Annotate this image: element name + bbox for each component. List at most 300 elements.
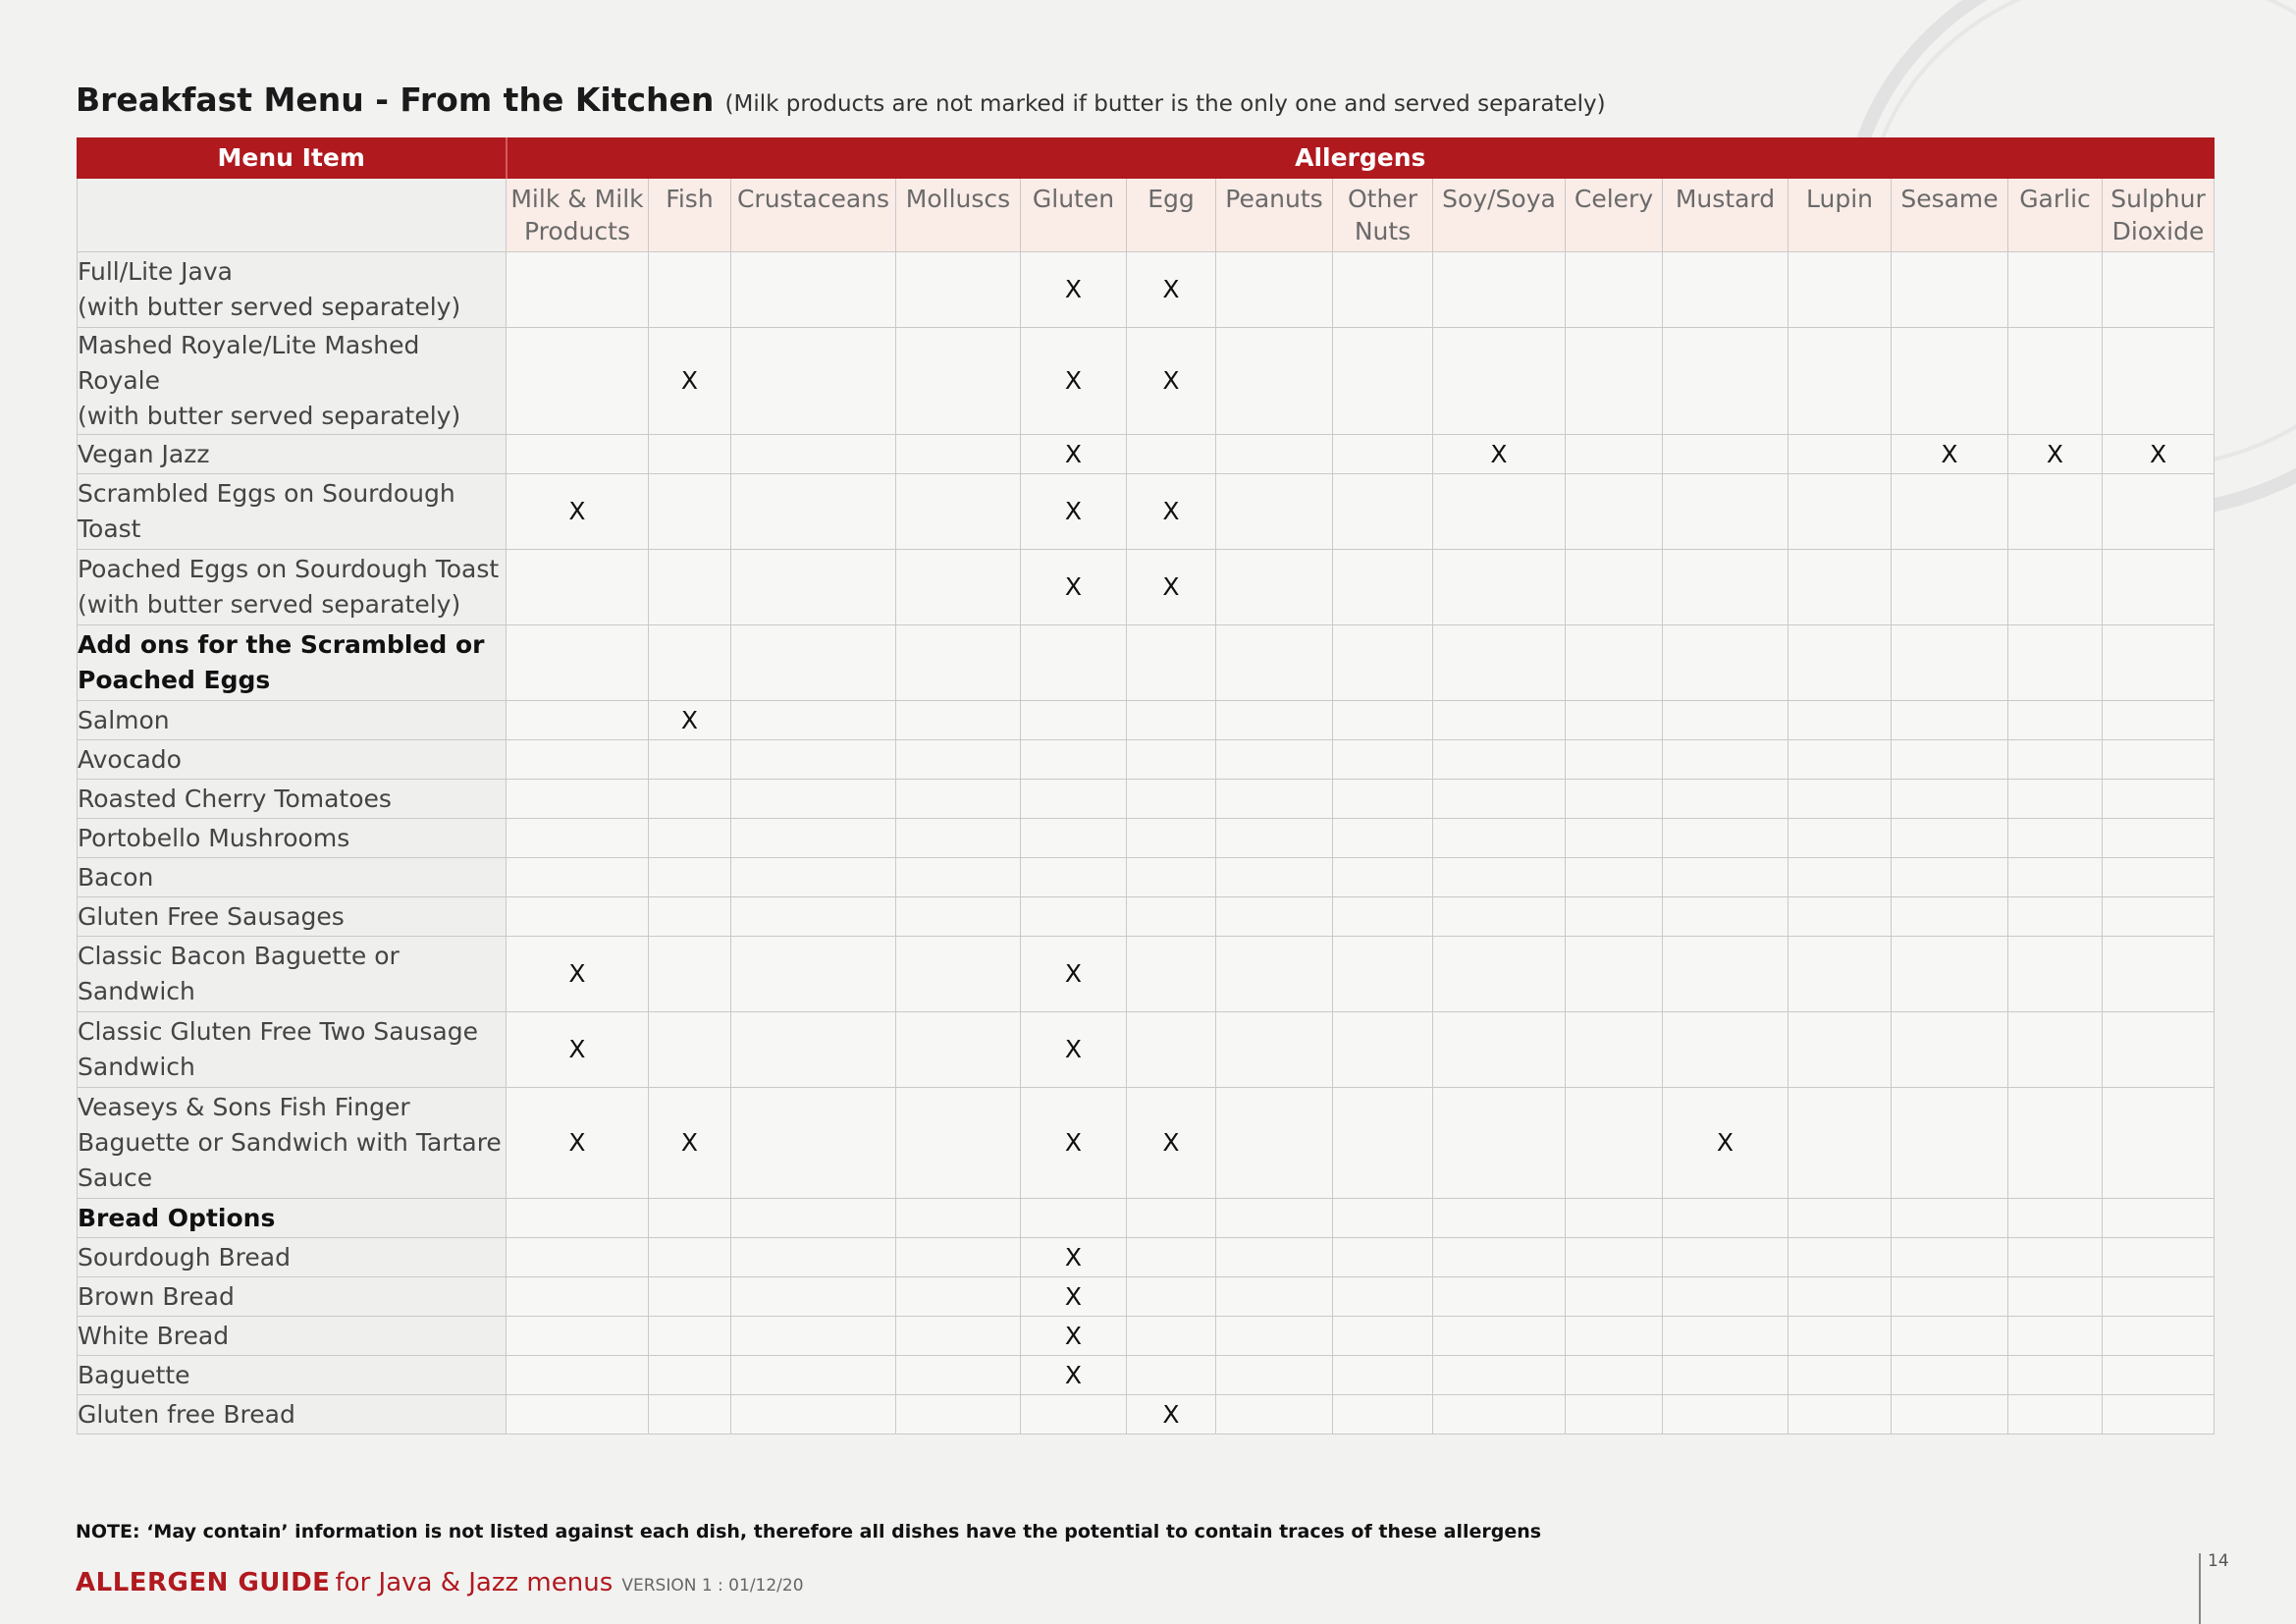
page-divider-line [2199, 1553, 2201, 1624]
allergen-mark-cell: X [1127, 550, 1216, 625]
allergen-mark-cell [2008, 474, 2103, 550]
disclaimer-note: NOTE: ‘May contain’ information is not listed against each dish, therefore all dishes have the potential to contain traces of these allergens [76, 1521, 1542, 1543]
allergen-mark-cell [731, 1199, 896, 1238]
allergen-mark-cell [1021, 819, 1127, 858]
table-row [78, 858, 2215, 897]
allergen-mark-cell [1892, 1395, 2008, 1435]
allergen-mark-cell [1566, 550, 1663, 625]
allergen-mark-cell: X [507, 1088, 649, 1199]
allergen-mark-cell [1663, 1012, 1789, 1088]
table-row [78, 328, 2215, 435]
allergen-mark-cell [2103, 1277, 2215, 1317]
allergen-mark-cell [1663, 550, 1789, 625]
allergen-mark-cell [1216, 252, 1333, 328]
allergen-mark-cell [1789, 701, 1892, 740]
allergen-mark-cell [2008, 1238, 2103, 1277]
allergen-header-1: Fish [649, 179, 731, 252]
allergen-mark-cell [649, 550, 731, 625]
allergen-mark-cell [1216, 740, 1333, 780]
page-title [76, 81, 1606, 119]
menu-item-name: Full/Lite Java (with butter served separately) [78, 252, 507, 328]
allergen-mark-cell [1433, 550, 1566, 625]
table-row [78, 701, 2215, 740]
allergen-mark-cell [1333, 740, 1433, 780]
allergen-mark-cell [896, 1395, 1021, 1435]
menu-item-name: Scrambled Eggs on Sourdough Toast [78, 474, 507, 550]
allergen-mark-cell [2008, 328, 2103, 435]
allergen-mark-cell [731, 1012, 896, 1088]
allergen-mark-cell [649, 625, 731, 701]
allergen-header-4: Gluten [1021, 179, 1127, 252]
title-subtitle: (Milk products are not marked if butter is the only one and served separately) [724, 91, 1606, 117]
allergen-mark-cell [1789, 1277, 1892, 1317]
allergen-mark-cell [1021, 625, 1127, 701]
allergen-mark-cell [1566, 328, 1663, 435]
allergen-mark-cell [1216, 474, 1333, 550]
menu-item-name: Baguette [78, 1356, 507, 1395]
allergen-mark-cell [2103, 474, 2215, 550]
allergen-mark-cell [1789, 550, 1892, 625]
allergen-mark-cell [1433, 937, 1566, 1012]
menu-item-name: Poached Eggs on Sourdough Toast (with butter served separately) [78, 550, 507, 625]
allergen-mark-cell [731, 1356, 896, 1395]
allergen-mark-cell [1892, 819, 2008, 858]
table-row [78, 937, 2215, 1012]
allergen-mark-cell [1789, 780, 1892, 819]
allergen-mark-cell [1663, 1356, 1789, 1395]
allergen-mark-cell [1892, 625, 2008, 701]
allergen-mark-cell [1433, 780, 1566, 819]
allergen-mark-cell [1789, 1317, 1892, 1356]
allergen-mark-cell [1892, 1277, 2008, 1317]
allergen-mark-cell [1663, 897, 1789, 937]
allergen-mark-cell [2103, 625, 2215, 701]
allergen-mark-cell [2008, 1199, 2103, 1238]
allergen-mark-cell [1127, 701, 1216, 740]
allergen-mark-cell [2103, 252, 2215, 328]
allergen-header-8: Soy/Soya [1433, 179, 1566, 252]
allergen-mark-cell [731, 897, 896, 937]
allergen-mark-cell: X [1021, 937, 1127, 1012]
allergen-mark-cell [1333, 701, 1433, 740]
allergen-mark-cell [1789, 897, 1892, 937]
allergen-mark-cell [2008, 780, 2103, 819]
allergen-mark-cell [896, 1199, 1021, 1238]
allergen-mark-cell [1333, 550, 1433, 625]
allergen-header-13: Garlic [2008, 179, 2103, 252]
allergen-header-row [78, 179, 2215, 252]
allergen-mark-cell [1216, 435, 1333, 474]
allergen-mark-cell [1021, 1199, 1127, 1238]
allergen-mark-cell [1216, 937, 1333, 1012]
allergen-mark-cell [896, 1317, 1021, 1356]
allergen-mark-cell [1216, 625, 1333, 701]
allergen-mark-cell [507, 740, 649, 780]
allergen-mark-cell [1663, 858, 1789, 897]
allergen-mark-cell [1566, 701, 1663, 740]
allergen-mark-cell [896, 1012, 1021, 1088]
table-row [78, 474, 2215, 550]
allergen-mark-cell [1433, 897, 1566, 937]
allergen-mark-cell [1566, 780, 1663, 819]
table-row [78, 1317, 2215, 1356]
allergen-mark-cell: X [2008, 435, 2103, 474]
allergen-mark-cell [1566, 474, 1663, 550]
allergen-mark-cell [507, 435, 649, 474]
allergen-mark-cell [1127, 1238, 1216, 1277]
allergen-mark-cell [1789, 474, 1892, 550]
allergen-header-5: Egg [1127, 179, 1216, 252]
menu-item-name: Bacon [78, 858, 507, 897]
allergen-mark-cell [2103, 858, 2215, 897]
allergen-mark-cell [896, 740, 1021, 780]
allergen-mark-cell [2103, 780, 2215, 819]
allergen-mark-cell [1663, 252, 1789, 328]
allergen-mark-cell [1892, 1088, 2008, 1199]
table-row [78, 1012, 2215, 1088]
allergen-mark-cell [896, 1356, 1021, 1395]
allergen-mark-cell [1433, 1395, 1566, 1435]
allergen-mark-cell [1333, 819, 1433, 858]
allergen-mark-cell [1127, 435, 1216, 474]
allergen-mark-cell [1566, 858, 1663, 897]
allergen-mark-cell [1021, 780, 1127, 819]
allergen-mark-cell [1127, 1199, 1216, 1238]
footer [76, 1568, 804, 1597]
allergen-mark-cell [1333, 897, 1433, 937]
allergen-mark-cell [1216, 1356, 1333, 1395]
allergen-mark-cell [1566, 1238, 1663, 1277]
allergen-mark-cell [507, 819, 649, 858]
allergen-mark-cell [1216, 819, 1333, 858]
allergen-mark-cell [2008, 858, 2103, 897]
allergen-mark-cell [1789, 1395, 1892, 1435]
allergen-mark-cell [1333, 1012, 1433, 1088]
allergen-mark-cell [1663, 819, 1789, 858]
allergen-mark-cell [649, 1356, 731, 1395]
allergen-mark-cell [1789, 858, 1892, 897]
allergen-mark-cell [2103, 1199, 2215, 1238]
allergen-mark-cell [1892, 1238, 2008, 1277]
allergen-mark-cell [731, 1395, 896, 1435]
allergen-mark-cell [1789, 625, 1892, 701]
allergen-mark-cell: X [507, 937, 649, 1012]
allergen-mark-cell [1333, 328, 1433, 435]
allergen-mark-cell: X [1021, 1317, 1127, 1356]
allergen-mark-cell [731, 474, 896, 550]
menu-item-name: Avocado [78, 740, 507, 780]
allergen-mark-cell [896, 435, 1021, 474]
table-row [78, 1238, 2215, 1277]
allergen-mark-cell [731, 819, 896, 858]
allergen-mark-cell [731, 858, 896, 897]
allergen-mark-cell [1892, 740, 2008, 780]
allergen-mark-cell [1892, 937, 2008, 1012]
allergen-mark-cell [731, 1277, 896, 1317]
allergen-mark-cell [1663, 740, 1789, 780]
allergen-mark-cell [1333, 625, 1433, 701]
allergen-mark-cell [507, 1317, 649, 1356]
allergen-mark-cell [1789, 1238, 1892, 1277]
allergen-mark-cell [2008, 740, 2103, 780]
allergen-mark-cell [1663, 1395, 1789, 1435]
allergen-mark-cell [507, 550, 649, 625]
allergen-mark-cell [1566, 1199, 1663, 1238]
allergen-mark-cell [1892, 858, 2008, 897]
allergen-mark-cell [2008, 1395, 2103, 1435]
allergen-mark-cell [507, 625, 649, 701]
allergen-mark-cell [896, 1277, 1021, 1317]
allergen-table [77, 137, 2215, 1435]
table-row [78, 819, 2215, 858]
allergen-mark-cell [1789, 1012, 1892, 1088]
allergen-mark-cell [731, 1317, 896, 1356]
allergen-mark-cell [1789, 1356, 1892, 1395]
allergen-mark-cell [507, 897, 649, 937]
allergen-mark-cell [896, 780, 1021, 819]
allergen-mark-cell [1663, 1277, 1789, 1317]
allergen-mark-cell: X [1021, 1012, 1127, 1088]
allergen-mark-cell [1333, 780, 1433, 819]
allergen-mark-cell [507, 1277, 649, 1317]
allergen-mark-cell: X [1127, 252, 1216, 328]
menu-item-name: Gluten Free Sausages [78, 897, 507, 937]
allergen-mark-cell [1566, 1012, 1663, 1088]
allergen-header-10: Mustard [1663, 179, 1789, 252]
allergen-mark-cell: X [1663, 1088, 1789, 1199]
allergen-mark-cell: X [1127, 1088, 1216, 1199]
allergen-mark-cell [1663, 435, 1789, 474]
allergen-mark-cell [1333, 1199, 1433, 1238]
allergen-mark-cell [1663, 474, 1789, 550]
allergen-mark-cell [1433, 252, 1566, 328]
allergen-mark-cell [2008, 1317, 2103, 1356]
allergen-mark-cell [1216, 1277, 1333, 1317]
allergen-mark-cell [507, 1395, 649, 1435]
allergen-mark-cell [1021, 1395, 1127, 1435]
allergen-mark-cell [1433, 819, 1566, 858]
allergen-mark-cell [731, 1238, 896, 1277]
allergen-mark-cell [1566, 435, 1663, 474]
allergen-mark-cell [1892, 1199, 2008, 1238]
footer-brand: ALLERGEN GUIDE [76, 1568, 331, 1597]
allergen-mark-cell [1663, 1199, 1789, 1238]
allergen-mark-cell [1433, 1317, 1566, 1356]
allergen-mark-cell [2008, 701, 2103, 740]
allergen-mark-cell [649, 897, 731, 937]
allergen-mark-cell [1433, 474, 1566, 550]
allergen-mark-cell [1663, 625, 1789, 701]
allergen-mark-cell [1892, 550, 2008, 625]
allergen-mark-cell [1127, 937, 1216, 1012]
allergen-mark-cell [649, 474, 731, 550]
allergen-mark-cell [1021, 701, 1127, 740]
allergen-mark-cell [1127, 897, 1216, 937]
allergen-mark-cell [1216, 1199, 1333, 1238]
table-row [78, 1395, 2215, 1435]
allergen-mark-cell: X [1021, 1238, 1127, 1277]
table-row [78, 252, 2215, 328]
allergen-mark-cell [507, 858, 649, 897]
allergen-mark-cell [1216, 897, 1333, 937]
allergen-mark-cell [649, 937, 731, 1012]
allergen-mark-cell [1216, 1012, 1333, 1088]
allergen-mark-cell [1127, 740, 1216, 780]
allergen-mark-cell [1566, 625, 1663, 701]
allergen-mark-cell [1021, 897, 1127, 937]
allergen-mark-cell [1789, 435, 1892, 474]
header-allergens: Allergens [507, 138, 2215, 179]
menu-item-name: Roasted Cherry Tomatoes [78, 780, 507, 819]
allergen-header-2: Crustaceans [731, 179, 896, 252]
allergen-mark-cell: X [649, 328, 731, 435]
allergen-mark-cell [1433, 1012, 1566, 1088]
allergen-mark-cell [649, 1317, 731, 1356]
allergen-mark-cell [2008, 625, 2103, 701]
allergen-mark-cell [507, 252, 649, 328]
menu-item-name: Veaseys & Sons Fish Finger Baguette or Sandwich with Tartare Sauce [78, 1088, 507, 1199]
table-row [78, 740, 2215, 780]
allergen-mark-cell [1663, 937, 1789, 1012]
allergen-mark-cell [1566, 1088, 1663, 1199]
allergen-mark-cell [1433, 1277, 1566, 1317]
table-row [78, 780, 2215, 819]
allergen-mark-cell [1433, 1088, 1566, 1199]
allergen-mark-cell [1892, 897, 2008, 937]
allergen-header-7: Other Nuts [1333, 179, 1433, 252]
allergen-mark-cell [896, 858, 1021, 897]
allergen-mark-cell [1127, 625, 1216, 701]
allergen-mark-cell [649, 780, 731, 819]
allergen-mark-cell [1333, 1238, 1433, 1277]
allergen-mark-cell [1333, 435, 1433, 474]
allergen-mark-cell: X [649, 701, 731, 740]
table-row [78, 897, 2215, 937]
menu-item-name: Mashed Royale/Lite Mashed Royale (with butter served separately) [78, 328, 507, 435]
allergen-mark-cell [1216, 550, 1333, 625]
allergen-mark-cell [1433, 1238, 1566, 1277]
allergen-mark-cell [731, 435, 896, 474]
header-menu-item: Menu Item [78, 138, 507, 179]
allergen-mark-cell [1566, 819, 1663, 858]
allergen-mark-cell [731, 252, 896, 328]
allergen-mark-cell: X [507, 1012, 649, 1088]
allergen-mark-cell [1892, 1317, 2008, 1356]
allergen-mark-cell [896, 474, 1021, 550]
allergen-mark-cell [1789, 252, 1892, 328]
page-number: 14 [2208, 1551, 2229, 1571]
footer-for-text: for Java & Jazz menus [335, 1568, 614, 1597]
allergen-mark-cell [1566, 740, 1663, 780]
allergen-mark-cell [649, 740, 731, 780]
allergen-header-3: Molluscs [896, 179, 1021, 252]
allergen-header-9: Celery [1566, 179, 1663, 252]
allergen-mark-cell [507, 1199, 649, 1238]
allergen-mark-cell [1216, 1395, 1333, 1435]
allergen-mark-cell [649, 1238, 731, 1277]
allergen-mark-cell [1333, 937, 1433, 1012]
allergen-mark-cell: X [2103, 435, 2215, 474]
allergen-mark-cell: X [1021, 474, 1127, 550]
allergen-mark-cell [507, 328, 649, 435]
allergen-mark-cell: X [1021, 1356, 1127, 1395]
menu-item-name: Add ons for the Scrambled or Poached Eggs [78, 625, 507, 701]
allergen-mark-cell [1892, 701, 2008, 740]
allergen-header-0: Milk & Milk Products [507, 179, 649, 252]
allergen-mark-cell [2008, 1356, 2103, 1395]
allergen-mark-cell [1663, 780, 1789, 819]
table-row [78, 1088, 2215, 1199]
header-blank-cell [78, 179, 507, 252]
allergen-mark-cell: X [1021, 1088, 1127, 1199]
allergen-mark-cell [1433, 740, 1566, 780]
table-row [78, 1356, 2215, 1395]
allergen-mark-cell [731, 937, 896, 1012]
allergen-mark-cell [1433, 858, 1566, 897]
allergen-mark-cell [2103, 740, 2215, 780]
allergen-mark-cell [1566, 252, 1663, 328]
allergen-mark-cell [1216, 780, 1333, 819]
allergen-mark-cell [1333, 252, 1433, 328]
allergen-mark-cell [2103, 1238, 2215, 1277]
menu-item-name: Classic Gluten Free Two Sausage Sandwich [78, 1012, 507, 1088]
allergen-mark-cell [896, 701, 1021, 740]
allergen-mark-cell [731, 328, 896, 435]
allergen-mark-cell [1127, 858, 1216, 897]
allergen-mark-cell [1433, 701, 1566, 740]
allergen-mark-cell [896, 550, 1021, 625]
allergen-mark-cell [1789, 328, 1892, 435]
allergen-mark-cell [1127, 1012, 1216, 1088]
table-row [78, 435, 2215, 474]
allergen-mark-cell [507, 1356, 649, 1395]
allergen-mark-cell: X [1021, 252, 1127, 328]
allergen-mark-cell [2008, 550, 2103, 625]
allergen-mark-cell [1566, 897, 1663, 937]
allergen-mark-cell [649, 819, 731, 858]
menu-item-name: Vegan Jazz [78, 435, 507, 474]
allergen-mark-cell [1216, 328, 1333, 435]
allergen-mark-cell [1566, 1317, 1663, 1356]
allergen-mark-cell: X [1021, 435, 1127, 474]
allergen-mark-cell [2008, 937, 2103, 1012]
allergen-mark-cell [1566, 1395, 1663, 1435]
allergen-mark-cell [1663, 1317, 1789, 1356]
allergen-mark-cell [1021, 858, 1127, 897]
allergen-mark-cell: X [1127, 328, 1216, 435]
allergen-mark-cell [896, 897, 1021, 937]
menu-item-name: Bread Options [78, 1199, 507, 1238]
allergen-mark-cell [1333, 1277, 1433, 1317]
allergen-mark-cell [1333, 1395, 1433, 1435]
allergen-mark-cell [1433, 328, 1566, 435]
allergen-mark-cell: X [1127, 474, 1216, 550]
allergen-mark-cell [731, 740, 896, 780]
allergen-mark-cell [1566, 1356, 1663, 1395]
menu-item-name: Gluten free Bread [78, 1395, 507, 1435]
allergen-mark-cell [1216, 858, 1333, 897]
allergen-mark-cell: X [1021, 550, 1127, 625]
allergen-mark-cell [1566, 937, 1663, 1012]
allergen-mark-cell [2103, 1395, 2215, 1435]
table-row [78, 550, 2215, 625]
allergen-mark-cell [1433, 625, 1566, 701]
allergen-mark-cell [1127, 780, 1216, 819]
allergen-mark-cell [1892, 1356, 2008, 1395]
allergen-mark-cell [1663, 328, 1789, 435]
allergen-mark-cell [2008, 1277, 2103, 1317]
allergen-mark-cell [2103, 937, 2215, 1012]
